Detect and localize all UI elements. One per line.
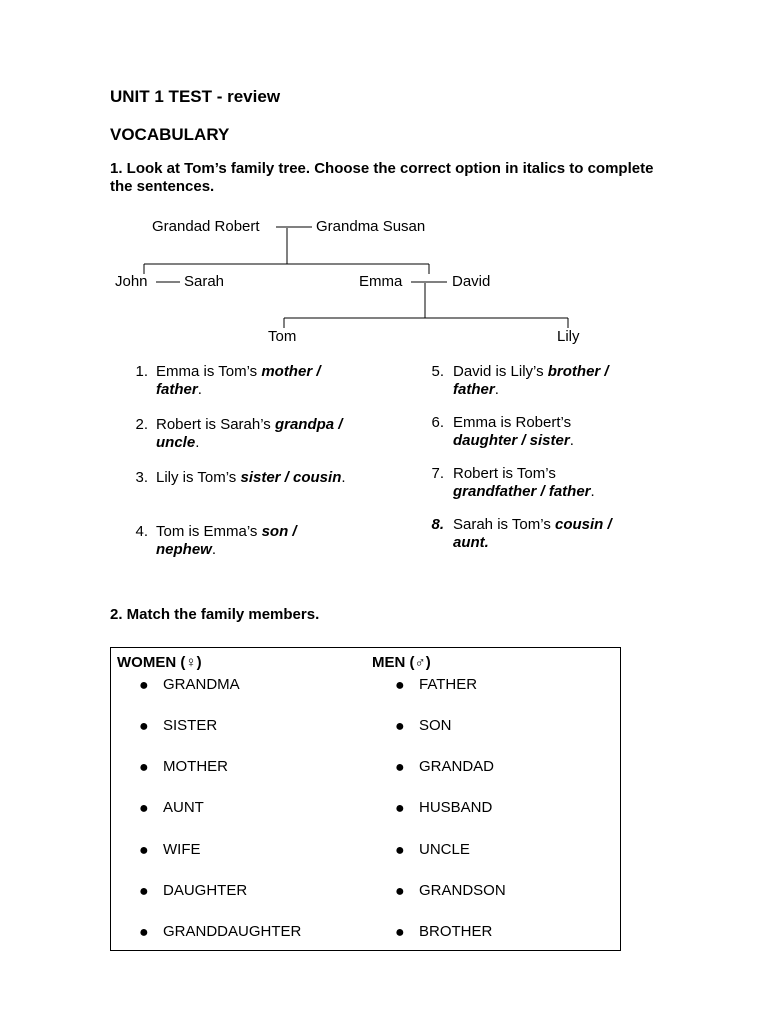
women-item: DAUGHTER (163, 882, 248, 899)
women-item: GRANDDAUGHTER (163, 923, 302, 940)
question-8: Sarah is Tom’s cousin / aunt. (453, 516, 612, 551)
question-number: 6. (431, 414, 444, 431)
men-item: GRANDAD (419, 758, 495, 775)
question-2: Robert is Sarah’s grandpa / uncle. (156, 416, 343, 451)
women-item: WIFE (163, 841, 201, 858)
bullet-icon: ● (395, 924, 405, 941)
tree-grandma-susan: Grandma Susan (316, 218, 426, 235)
page-title: UNIT 1 TEST - review (110, 87, 281, 106)
question-8-options: cousin / aunt. (453, 516, 612, 551)
question-number: 2. (135, 416, 148, 433)
men-item: SON (419, 717, 452, 734)
bullet-icon: ● (139, 883, 149, 900)
question-3-options: sister / cousin (240, 469, 342, 486)
bullet-icon: ● (139, 842, 149, 859)
question-5-options: brother / father (453, 363, 609, 398)
tree-emma: Emma (359, 273, 403, 290)
question-4-options: son / nephew (156, 523, 297, 558)
men-item: UNCLE (419, 841, 470, 858)
men-item: HUSBAND (419, 799, 493, 816)
bullet-icon: ● (395, 677, 405, 694)
question-2-options: grandpa / uncle (156, 416, 343, 451)
women-column-header: WOMEN (♀) (117, 654, 202, 671)
question-1: Emma is Tom’s mother / father. (156, 363, 321, 398)
question-6-options: daughter / sister (453, 432, 570, 449)
question-6: Emma is Robert’s daughter / sister. (453, 414, 574, 449)
question-7-options: grandfather / father (453, 483, 591, 500)
question-number: 1. (135, 363, 148, 380)
exercise1-instruction: 1. Look at Tom’s family tree. Choose the correct option in italics to complete the sentences. (110, 160, 654, 195)
question-number: 5. (431, 363, 444, 380)
tree-john: John (115, 273, 148, 290)
bullet-icon: ● (139, 718, 149, 735)
men-item: GRANDSON (419, 882, 506, 899)
bullet-icon: ● (395, 718, 405, 735)
bullet-icon: ● (395, 759, 405, 776)
question-number: 4. (135, 523, 148, 540)
bullet-icon: ● (395, 842, 405, 859)
question-number: 8. (431, 516, 444, 533)
men-item: FATHER (419, 676, 478, 693)
question-7: Robert is Tom’s grandfather / father. (453, 465, 595, 500)
men-column-header: MEN (♂) (372, 654, 431, 671)
section-heading: VOCABULARY (110, 125, 230, 144)
question-5: David is Lily’s brother / father. (453, 363, 609, 398)
bullet-icon: ● (139, 759, 149, 776)
question-4: Tom is Emma’s son / nephew. (156, 523, 297, 558)
tree-lily: Lily (557, 328, 580, 345)
tree-sarah: Sarah (184, 273, 225, 290)
bullet-icon: ● (139, 924, 149, 941)
question-number: 3. (135, 469, 148, 486)
tree-tom: Tom (268, 328, 297, 345)
bullet-icon: ● (395, 883, 405, 900)
question-3: Lily is Tom’s sister / cousin. (156, 469, 346, 486)
tree-david: David (452, 273, 491, 290)
bullet-icon: ● (395, 800, 405, 817)
women-item: AUNT (163, 799, 204, 816)
bullet-icon: ● (139, 800, 149, 817)
women-item: GRANDMA (163, 676, 240, 693)
men-item: BROTHER (419, 923, 493, 940)
tree-grandad-robert: Grandad Robert (152, 218, 260, 235)
bullet-icon: ● (139, 677, 149, 694)
question-1-options: mother / father (156, 363, 321, 398)
women-item: SISTER (163, 717, 218, 734)
exercise2-instruction: 2. Match the family members. (110, 606, 320, 623)
question-number: 7. (431, 465, 444, 482)
women-item: MOTHER (163, 758, 228, 775)
family-tree-lines (0, 0, 768, 360)
